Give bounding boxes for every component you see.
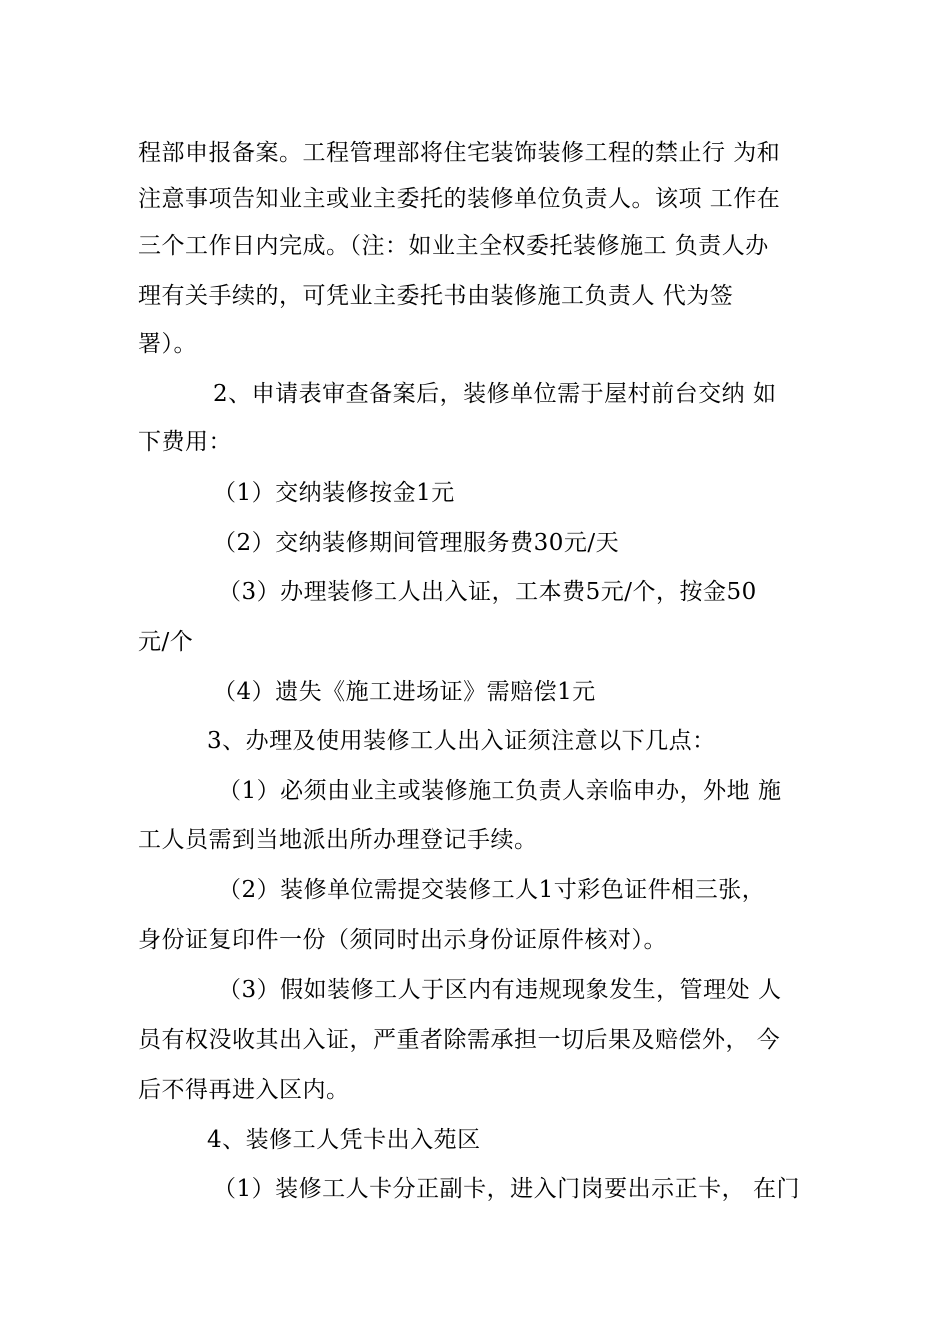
text-line: （3）假如装修工人于区内有违规现象发生，管理处 人 xyxy=(218,977,782,1003)
text-line: （4）遗失《施工进场证》需赔偿1元 xyxy=(213,679,596,705)
text-line: （1）必须由业主或装修施工负责人亲临申办，外地 施 xyxy=(218,778,782,804)
text-line: 元/个 xyxy=(138,629,194,655)
text-line: 注意事项告知业主或业主委托的装修单位负责人。该项 工作在 xyxy=(138,186,781,212)
text-line: 员有权没收其出入证，严重者除需承担一切后果及赔偿外， 今 xyxy=(138,1027,781,1053)
text-line: 下费用： xyxy=(138,429,232,455)
text-line: （1）交纳装修按金1元 xyxy=(213,480,455,506)
text-line: 程部申报备案。工程管理部将住宅装饰装修工程的禁止行 为和 xyxy=(138,140,781,166)
text-line: （2）交纳装修期间管理服务费30元/天 xyxy=(213,530,620,556)
text-line: 后不得再进入区内。 xyxy=(138,1077,350,1103)
text-line: （3）办理装修工人出入证，工本费5元/个，按金50 xyxy=(218,579,757,605)
text-line: 身份证复印件一份（须同时出示身份证原件核对）。 xyxy=(138,927,667,953)
text-line: 3、办理及使用装修工人出入证须注意以下几点： xyxy=(207,728,716,754)
text-line: 理有关手续的，可凭业主委托书由装修施工负责人 代为签 xyxy=(138,283,734,309)
text-line: （2）装修单位需提交装修工人1寸彩色证件相三张， xyxy=(218,877,766,903)
text-line: 工人员需到当地派出所办理登记手续。 xyxy=(138,827,538,853)
text-line: 4、装修工人凭卡出入苑区 xyxy=(207,1127,481,1153)
text-line: （1）装修工人卡分正副卡，进入门岗要出示正卡， 在门 xyxy=(213,1176,800,1202)
text-line: 署）。 xyxy=(138,331,197,357)
text-line: 三个工作日内完成。（注：如业主全权委托装修施工 负责人办 xyxy=(138,233,769,259)
text-line: 2、申请表审查备案后，装修单位需于屋村前台交纳 如 xyxy=(213,381,777,407)
